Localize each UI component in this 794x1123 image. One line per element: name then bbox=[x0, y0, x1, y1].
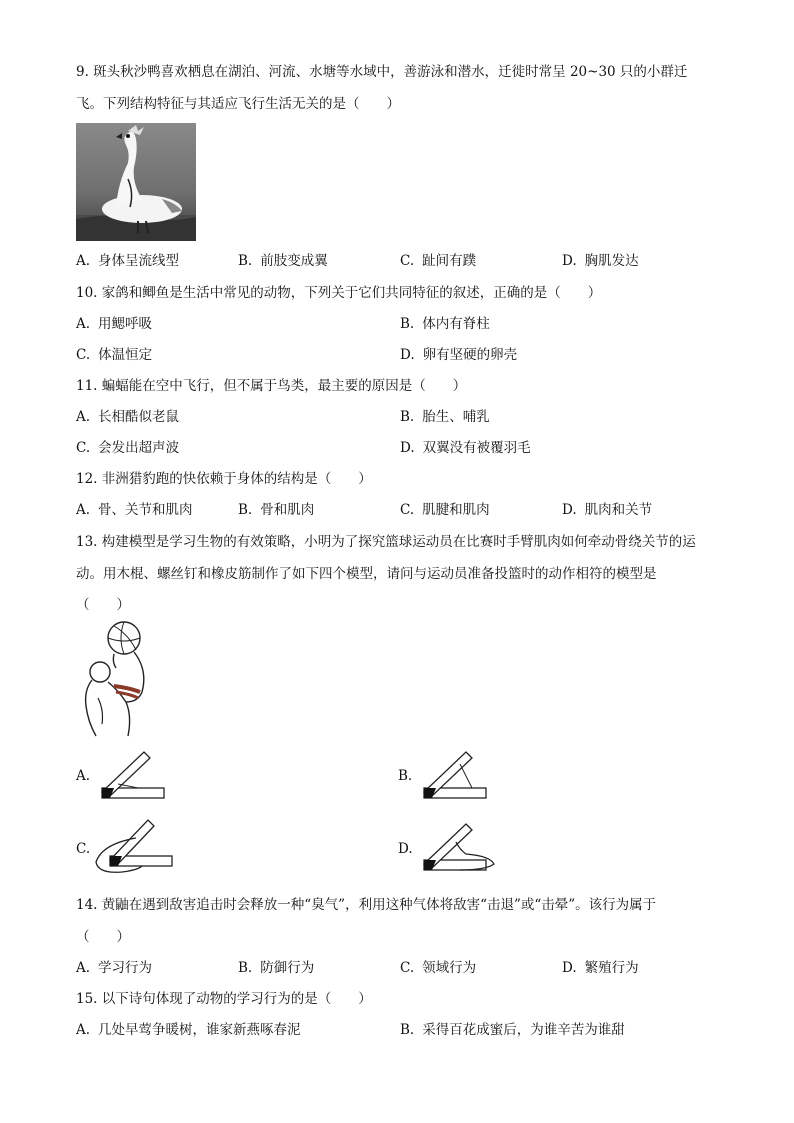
q12-stem: 12. 非洲猎豹跑的快依赖于身体的结构是（ ） bbox=[76, 471, 372, 487]
q9-stem-line1: 9. 斑头秋沙鸭喜欢栖息在湖泊、河流、水塘等水域中，善游泳和潜水，迁徙时常呈 20~30 只的小群迁 bbox=[76, 64, 688, 80]
q10-option-d[interactable]: D. 卵有坚硬的卵壳 bbox=[400, 347, 518, 363]
q11-option-c[interactable]: C. 会发出超声波 bbox=[76, 440, 180, 456]
q13-model-d bbox=[420, 820, 500, 876]
q9-option-a[interactable]: A. 身体呈流线型 bbox=[76, 253, 180, 269]
q12-option-a[interactable]: A. 骨、关节和肌肉 bbox=[76, 502, 193, 518]
q13-model-a bbox=[98, 748, 170, 804]
q11-option-d[interactable]: D. 双翼没有被覆羽毛 bbox=[400, 440, 531, 456]
q13-model-b bbox=[420, 748, 492, 804]
q10-option-b[interactable]: B. 体内有脊柱 bbox=[400, 316, 490, 332]
q14-stem-line2: （ ） bbox=[76, 929, 130, 945]
q13-model-c bbox=[92, 816, 176, 878]
q9-option-d[interactable]: D. 胸肌发达 bbox=[562, 253, 639, 269]
q10-option-c[interactable]: C. 体温恒定 bbox=[76, 347, 153, 363]
q14-option-b[interactable]: B. 防御行为 bbox=[238, 960, 315, 976]
q14-option-a[interactable]: A. 学习行为 bbox=[76, 960, 153, 976]
q15-option-a[interactable]: A. 几处早莺争暖树，谁家新燕啄春泥 bbox=[76, 1022, 301, 1038]
q13-option-a[interactable]: A. bbox=[76, 768, 91, 784]
q15-stem: 15. 以下诗句体现了动物的学习行为的是（ ） bbox=[76, 991, 372, 1007]
q13-option-b[interactable]: B. bbox=[398, 768, 413, 784]
q14-stem-line1: 14. 黄鼬在遇到敌害追击时会释放一种“臭气”，利用这种气体将敌害“击退”或“击晕”。该行为属于 bbox=[76, 897, 657, 913]
q12-option-c[interactable]: C. 肌腱和肌肉 bbox=[400, 502, 490, 518]
q13-stem-line3: （ ） bbox=[76, 597, 130, 613]
q13-stem-line2: 动。用木棍、螺丝钉和橡皮筋制作了如下四个模型，请问与运动员准备投篮时的动作相符的模型是 bbox=[76, 566, 657, 582]
q13-option-c[interactable]: C. bbox=[76, 841, 91, 857]
q14-option-c[interactable]: C. 领域行为 bbox=[400, 960, 477, 976]
q14-option-d[interactable]: D. 繁殖行为 bbox=[562, 960, 639, 976]
q13-stem-line1: 13. 构建模型是学习生物的有效策略，小明为了探究篮球运动员在比赛时手臂肌肉如何牵动骨绕关节的运 bbox=[76, 534, 696, 550]
q15-option-b[interactable]: B. 采得百花成蜜后，为谁辛苦为谁甜 bbox=[400, 1022, 625, 1038]
q11-option-a[interactable]: A. 长相酷似老鼠 bbox=[76, 409, 180, 425]
q9-option-b[interactable]: B. 前肢变成翼 bbox=[238, 253, 328, 269]
q12-option-b[interactable]: B. 骨和肌肉 bbox=[238, 502, 315, 518]
q9-option-c[interactable]: C. 趾间有蹼 bbox=[400, 253, 477, 269]
q10-stem: 10. 家鸽和鲫鱼是生活中常见的动物，下列关于它们共同特征的叙述，正确的是（ ） bbox=[76, 285, 602, 301]
basketball-player-illustration bbox=[78, 620, 158, 738]
q9-stem-line2: 飞。下列结构特征与其适应飞行生活无关的是（ ） bbox=[76, 96, 400, 112]
q11-stem: 11. 蝙蝠能在空中飞行，但不属于鸟类，最主要的原因是（ ） bbox=[76, 378, 467, 394]
q12-option-d[interactable]: D. 肌肉和关节 bbox=[562, 502, 653, 518]
q11-option-b[interactable]: B. 胎生、哺乳 bbox=[400, 409, 490, 425]
q13-option-d[interactable]: D. bbox=[398, 841, 413, 857]
q10-option-a[interactable]: A. 用鳃呼吸 bbox=[76, 316, 153, 332]
duck-photo bbox=[76, 123, 196, 241]
